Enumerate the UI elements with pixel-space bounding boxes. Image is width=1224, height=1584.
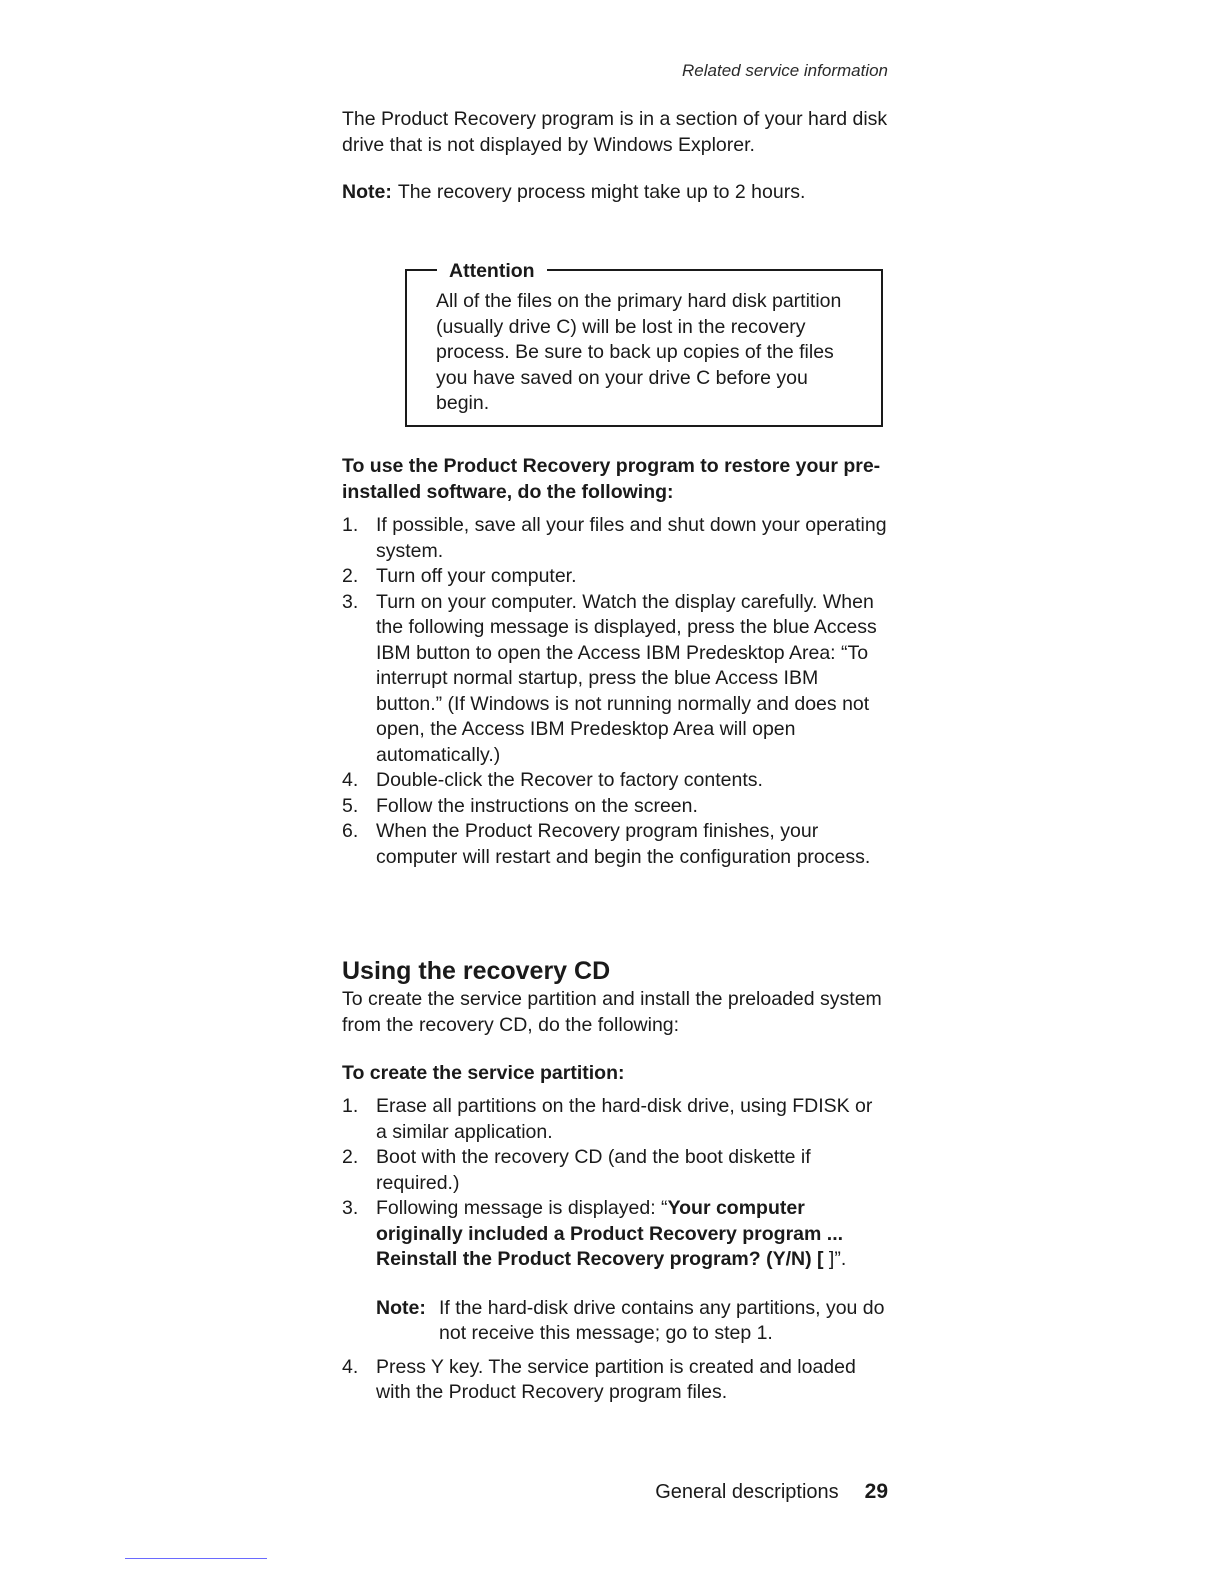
step-text: Double-click the Recover to factory contents. (376, 769, 763, 791)
step-number: 4. (342, 769, 359, 791)
list-item (342, 564, 888, 590)
attention-text: All of the files on the primary hard disk partition (usually drive C) will be lost in the recovery process. Be sure to back up copies of the files you have saved on your drive C before you begin. (436, 290, 842, 414)
list-item (342, 1196, 888, 1347)
note-label: Note: (376, 1296, 426, 1319)
step-text: Turn on your computer. Watch the display carefully. When the following message is displayed, press the blue Access IBM button to open the Access IBM Predesktop Area: “To interrupt normal startup, press the blue Access IBM button.” (If Windows is not running normally and does not open, the Access IBM Predesktop Area will open automatically.) (376, 590, 877, 766)
intro-paragraph: The Product Recovery program is in a section of your hard disk drive that is not displayed by Windows Explorer. (342, 108, 888, 156)
footer-label: General descriptions (655, 1481, 839, 1503)
step-number: 4. (342, 1355, 359, 1378)
procedure-steps (342, 513, 888, 870)
running-head: Related service information (682, 61, 888, 80)
step-text: Press Y key. The service partition is created and loaded with the Product Recovery program files. (376, 1355, 856, 1403)
procedure-heading: To use the Product Recovery program to restore your pre-installed software, do the following: (342, 455, 881, 503)
step-number: 3. (342, 590, 359, 613)
note-text: The recovery process might take up to 2 hours. (397, 181, 806, 203)
note-label: Note: (342, 181, 392, 203)
step-number: 3. (342, 1197, 359, 1219)
step-text: Boot with the recovery CD (and the boot diskette if required.) (376, 1146, 811, 1194)
attention-title: Attention (437, 259, 547, 283)
list-item (342, 590, 888, 769)
divider (125, 1558, 267, 1559)
list-item (342, 1145, 888, 1196)
section-intro: To create the service partition and install the preloaded system from the recovery CD, do the following: (342, 988, 882, 1036)
service-partition-steps (342, 1094, 888, 1406)
list-item (342, 819, 888, 870)
note-paragraph (342, 180, 888, 206)
step-text: Follow the instructions on the screen. (376, 794, 698, 817)
list-item (342, 1094, 888, 1145)
step-number: 1. (342, 514, 359, 536)
step-note (376, 1296, 888, 1347)
step-text: When the Product Recovery program finishes, your computer will restart and begin the configuration process. (376, 820, 871, 868)
step-text-prefix: Following message is displayed: “ (376, 1197, 668, 1219)
sub-heading: To create the service partition: (342, 1062, 625, 1084)
step-number: 1. (342, 1095, 359, 1117)
step-number: 2. (342, 565, 359, 587)
list-item (342, 1355, 888, 1406)
step-number: 6. (342, 820, 359, 842)
page-number: 29 (864, 1480, 888, 1503)
step-text-suffix: ]”. (823, 1248, 847, 1270)
list-item (342, 768, 888, 794)
list-item (342, 513, 888, 564)
section-title: Using the recovery CD (342, 957, 611, 985)
page-footer (655, 1478, 888, 1506)
step-text: Erase all partitions on the hard-disk drive, using FDISK or a similar application. (376, 1095, 873, 1143)
step-text: Turn off your computer. (376, 565, 577, 587)
step-text: If possible, save all your files and shut down your operating system. (376, 514, 887, 562)
system-message: Your computer originally included a Product Recovery program ... Reinstall the Product Recovery program? (Y/N) [ (376, 1197, 844, 1270)
step-text (376, 1196, 888, 1273)
step-number: 5. (342, 794, 359, 817)
note-text: If the hard-disk drive contains any partitions, you do not receive this message; go to step 1. (439, 1296, 885, 1344)
list-item (342, 794, 888, 820)
step-number: 2. (342, 1146, 359, 1168)
attention-box (405, 260, 883, 427)
